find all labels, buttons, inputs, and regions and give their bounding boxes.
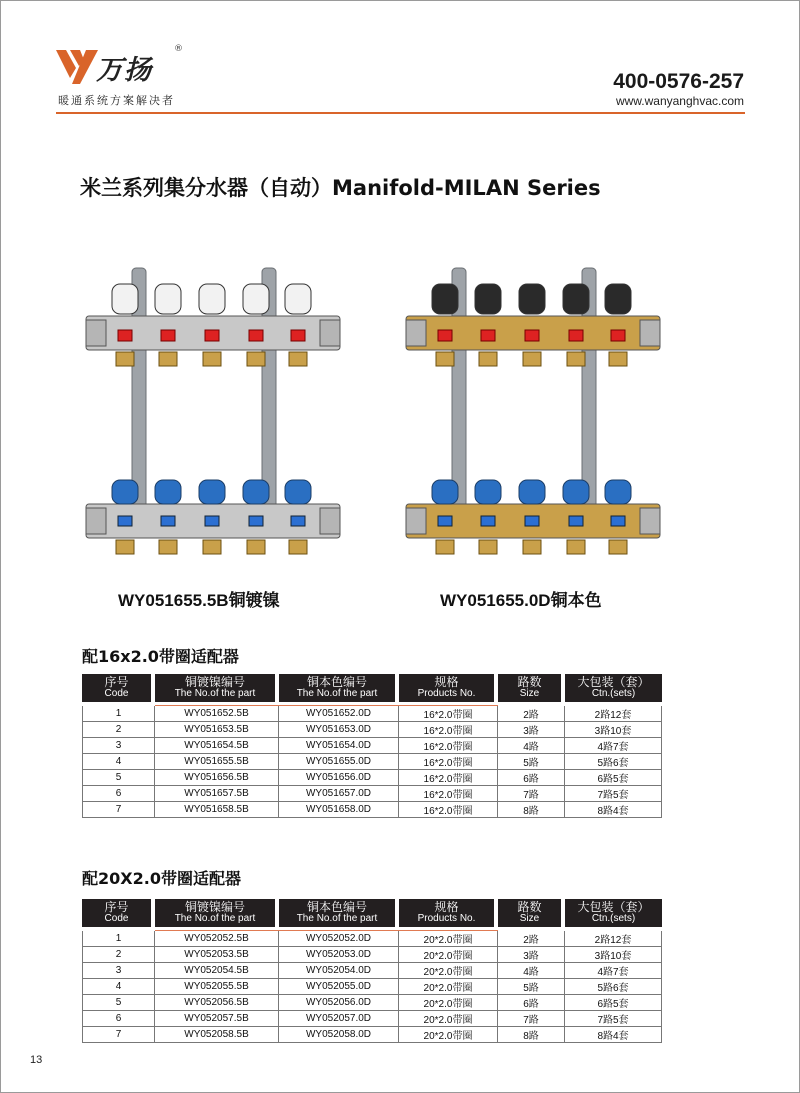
- outlet-connector: [479, 540, 497, 554]
- column-header-nickel-part-no: [155, 674, 279, 702]
- flow-indicator: [481, 516, 495, 526]
- flow-indicator: [569, 330, 583, 341]
- cell-carton: 5路6套: [565, 979, 662, 995]
- outlet-connector: [247, 540, 265, 554]
- cell-nickel-part-no: WY052058.5B: [155, 1027, 279, 1043]
- manifold-image-brass: [400, 258, 668, 558]
- cell-size: 4路: [498, 738, 565, 754]
- cell-spec: 20*2.0带圈: [399, 947, 498, 963]
- valve-knob: [519, 284, 545, 314]
- cell-size: 3路: [498, 947, 565, 963]
- table-row: [82, 770, 662, 786]
- cell-size: 2路: [498, 706, 565, 722]
- column-header-en: Size: [519, 688, 540, 699]
- flow-indicator: [161, 516, 175, 526]
- outlet-connector: [247, 352, 265, 366]
- cell-spec: 20*2.0带圈: [399, 979, 498, 995]
- cell-code: 1: [82, 931, 155, 947]
- cell-spec: 16*2.0带圈: [399, 770, 498, 786]
- flow-indicator: [205, 516, 219, 526]
- column-header-en: Ctn.(sets): [591, 913, 636, 924]
- cell-brass-part-no: WY052056.0D: [279, 995, 399, 1011]
- valve-knob: [155, 480, 181, 504]
- cell-nickel-part-no: WY051652.5B: [155, 706, 279, 722]
- page-number: 13: [30, 1054, 43, 1066]
- cell-carton: 7路5套: [565, 786, 662, 802]
- cell-spec: 20*2.0带圈: [399, 995, 498, 1011]
- table-row: [82, 738, 662, 754]
- cell-code: 7: [82, 802, 155, 818]
- cell-brass-part-no: WY052054.0D: [279, 963, 399, 979]
- cell-brass-part-no: WY051655.0D: [279, 754, 399, 770]
- cell-nickel-part-no: WY051653.5B: [155, 722, 279, 738]
- cell-size: 6路: [498, 770, 565, 786]
- cell-brass-part-no: WY052055.0D: [279, 979, 399, 995]
- cell-code: 7: [82, 1027, 155, 1043]
- section-title-20mm: 配20X2.0带圈适配器: [82, 869, 241, 888]
- table-row: [82, 947, 662, 963]
- cell-size: 4路: [498, 963, 565, 979]
- table-header-row: [82, 899, 662, 927]
- outlet-connector: [436, 540, 454, 554]
- flow-indicator: [291, 330, 305, 341]
- column-header-en: Code: [104, 688, 129, 699]
- cell-brass-part-no: WY051657.0D: [279, 786, 399, 802]
- manifold-icon: [400, 258, 668, 558]
- column-header-code: [82, 899, 155, 927]
- cell-nickel-part-no: WY051657.5B: [155, 786, 279, 802]
- column-header-en: The No.of the part: [296, 688, 378, 699]
- outlet-connector: [289, 352, 307, 366]
- table-row: [82, 786, 662, 802]
- column-header-en: The No.of the part: [174, 688, 256, 699]
- table-header-row: [82, 674, 662, 702]
- table-row: [82, 1027, 662, 1043]
- column-header-spec: [399, 899, 498, 927]
- outlet-connector: [203, 352, 221, 366]
- brand-tagline: 暖通系统方案解决者: [58, 94, 175, 107]
- table-row: [82, 1011, 662, 1027]
- flow-indicator: [118, 330, 132, 341]
- hotline-phone: 400-0576-257: [613, 70, 744, 93]
- valve-knob: [112, 480, 138, 504]
- bar-end-cap: [406, 508, 426, 534]
- cell-size: 8路: [498, 1027, 565, 1043]
- valve-knob: [563, 480, 589, 504]
- outlet-connector: [479, 352, 497, 366]
- cell-code: 5: [82, 770, 155, 786]
- column-header-en: Ctn.(sets): [591, 688, 636, 699]
- table-row: [82, 722, 662, 738]
- spec-table-20mm: [82, 899, 662, 1043]
- cell-code: 1: [82, 706, 155, 722]
- column-header-size: [498, 899, 565, 927]
- flow-indicator: [525, 330, 539, 341]
- product-caption-brass: WY051655.0D铜本色: [440, 591, 602, 610]
- cell-carton: 8路4套: [565, 1027, 662, 1043]
- table-row: [82, 963, 662, 979]
- cell-nickel-part-no: WY051655.5B: [155, 754, 279, 770]
- cell-code: 4: [82, 754, 155, 770]
- cell-code: 2: [82, 947, 155, 963]
- manifold-image-nickel: [80, 258, 348, 558]
- table-row: [82, 979, 662, 995]
- cell-spec: 16*2.0带圈: [399, 722, 498, 738]
- cell-brass-part-no: WY052053.0D: [279, 947, 399, 963]
- cell-code: 6: [82, 1011, 155, 1027]
- cell-brass-part-no: WY051652.0D: [279, 706, 399, 722]
- cell-brass-part-no: WY052058.0D: [279, 1027, 399, 1043]
- flow-indicator: [249, 516, 263, 526]
- bar-end-cap: [320, 320, 340, 346]
- column-header-cn: 铜镀镍编号: [184, 900, 245, 914]
- cell-carton: 6路5套: [565, 995, 662, 1011]
- bar-end-cap: [86, 508, 106, 534]
- column-header-en: Size: [519, 913, 540, 924]
- cell-spec: 20*2.0带圈: [399, 931, 498, 947]
- cell-size: 8路: [498, 802, 565, 818]
- outlet-connector: [609, 352, 627, 366]
- outlet-connector: [436, 352, 454, 366]
- table-row: [82, 931, 662, 947]
- cell-brass-part-no: WY051654.0D: [279, 738, 399, 754]
- cell-spec: 20*2.0带圈: [399, 1011, 498, 1027]
- cell-carton: 2路12套: [565, 931, 662, 947]
- outlet-connector: [159, 352, 177, 366]
- cell-spec: 20*2.0带圈: [399, 1027, 498, 1043]
- cell-code: 3: [82, 963, 155, 979]
- column-header-cn: 路数: [517, 675, 542, 689]
- column-header-code: [82, 674, 155, 702]
- valve-knob: [475, 480, 501, 504]
- bar-end-cap: [406, 320, 426, 346]
- flow-indicator: [438, 330, 452, 341]
- flow-indicator: [481, 330, 495, 341]
- outlet-connector: [116, 352, 134, 366]
- valve-knob: [243, 284, 269, 314]
- cell-carton: 3路10套: [565, 947, 662, 963]
- cell-size: 5路: [498, 979, 565, 995]
- cell-carton: 8路4套: [565, 802, 662, 818]
- bar-end-cap: [86, 320, 106, 346]
- cell-nickel-part-no: WY052057.5B: [155, 1011, 279, 1027]
- cell-brass-part-no: WY051653.0D: [279, 722, 399, 738]
- cell-code: 4: [82, 979, 155, 995]
- cell-carton: 7路5套: [565, 1011, 662, 1027]
- table-row: [82, 802, 662, 818]
- cell-carton: 6路5套: [565, 770, 662, 786]
- valve-knob: [475, 284, 501, 314]
- column-header-cn: 大包装（套）: [577, 675, 650, 689]
- outlet-connector: [289, 540, 307, 554]
- column-header-cn: 路数: [517, 900, 542, 914]
- cell-spec: 16*2.0带圈: [399, 786, 498, 802]
- column-header-brass-part-no: [279, 899, 399, 927]
- column-header-nickel-part-no: [155, 899, 279, 927]
- table-row: [82, 754, 662, 770]
- cell-spec: 20*2.0带圈: [399, 963, 498, 979]
- cell-spec: 16*2.0带圈: [399, 802, 498, 818]
- valve-knob: [155, 284, 181, 314]
- valve-knob: [432, 284, 458, 314]
- cell-size: 5路: [498, 754, 565, 770]
- cell-nickel-part-no: WY052052.5B: [155, 931, 279, 947]
- outlet-connector: [203, 540, 221, 554]
- table-row: [82, 706, 662, 722]
- cell-size: 7路: [498, 1011, 565, 1027]
- valve-knob: [605, 480, 631, 504]
- header-divider: [56, 112, 745, 114]
- valve-knob: [563, 284, 589, 314]
- cell-carton: 5路6套: [565, 754, 662, 770]
- cell-carton: 3路10套: [565, 722, 662, 738]
- outlet-connector: [567, 540, 585, 554]
- cell-nickel-part-no: WY052056.5B: [155, 995, 279, 1011]
- registered-mark: ®: [174, 44, 183, 54]
- cell-brass-part-no: WY052052.0D: [279, 931, 399, 947]
- column-header-cn: 铜本色编号: [306, 675, 367, 689]
- column-header-en: Code: [104, 913, 129, 924]
- column-header-cn: 铜本色编号: [306, 900, 367, 914]
- valve-knob: [112, 284, 138, 314]
- flow-indicator: [118, 516, 132, 526]
- column-header-en: Products No.: [417, 913, 476, 924]
- valve-knob: [285, 284, 311, 314]
- column-header-spec: [399, 674, 498, 702]
- cell-code: 5: [82, 995, 155, 1011]
- cell-size: 7路: [498, 786, 565, 802]
- cell-nickel-part-no: WY052053.5B: [155, 947, 279, 963]
- page-title: 米兰系列集分水器（自动）Manifold-MILAN Series: [80, 176, 601, 200]
- brand-name: 万扬: [96, 55, 152, 86]
- column-header-cn: 规格: [434, 900, 459, 914]
- cell-spec: 16*2.0带圈: [399, 706, 498, 722]
- cell-nickel-part-no: WY051656.5B: [155, 770, 279, 786]
- column-header-cn: 大包装（套）: [577, 900, 650, 914]
- valve-knob: [199, 480, 225, 504]
- outlet-connector: [116, 540, 134, 554]
- cell-size: 3路: [498, 722, 565, 738]
- website-link[interactable]: www.wanyanghvac.com: [615, 94, 744, 108]
- column-header-cn: 序号: [104, 900, 129, 914]
- cell-code: 2: [82, 722, 155, 738]
- section-title-16mm: 配16x2.0带圈适配器: [82, 647, 239, 666]
- table-row: [82, 995, 662, 1011]
- bar-end-cap: [640, 508, 660, 534]
- column-header-en: Products No.: [417, 688, 476, 699]
- bar-end-cap: [320, 508, 340, 534]
- column-header-en: The No.of the part: [174, 913, 256, 924]
- flow-indicator: [611, 330, 625, 341]
- spec-table-16mm: [82, 674, 662, 818]
- cell-nickel-part-no: WY051654.5B: [155, 738, 279, 754]
- valve-knob: [519, 480, 545, 504]
- outlet-connector: [609, 540, 627, 554]
- product-caption-nickel: WY051655.5B铜镀镍: [118, 591, 280, 610]
- cell-nickel-part-no: WY052054.5B: [155, 963, 279, 979]
- cell-carton: 2路12套: [565, 706, 662, 722]
- column-header-brass-part-no: [279, 674, 399, 702]
- cell-brass-part-no: WY051658.0D: [279, 802, 399, 818]
- cell-carton: 4路7套: [565, 738, 662, 754]
- valve-knob: [199, 284, 225, 314]
- brand-logo[interactable]: [56, 44, 186, 106]
- cell-nickel-part-no: WY051658.5B: [155, 802, 279, 818]
- cell-code: 3: [82, 738, 155, 754]
- column-header-carton: [565, 674, 662, 702]
- cell-brass-part-no: WY051656.0D: [279, 770, 399, 786]
- cell-brass-part-no: WY052057.0D: [279, 1011, 399, 1027]
- outlet-connector: [567, 352, 585, 366]
- flow-indicator: [611, 516, 625, 526]
- cell-spec: 16*2.0带圈: [399, 754, 498, 770]
- flow-indicator: [525, 516, 539, 526]
- flow-indicator: [291, 516, 305, 526]
- cell-size: 6路: [498, 995, 565, 1011]
- logo-mark-icon: [56, 46, 98, 88]
- outlet-connector: [523, 352, 541, 366]
- flow-indicator: [205, 330, 219, 341]
- valve-knob: [285, 480, 311, 504]
- cell-nickel-part-no: WY052055.5B: [155, 979, 279, 995]
- manifold-icon: [80, 258, 348, 558]
- cell-spec: 16*2.0带圈: [399, 738, 498, 754]
- column-header-cn: 序号: [104, 675, 129, 689]
- valve-knob: [243, 480, 269, 504]
- cell-code: 6: [82, 786, 155, 802]
- column-header-size: [498, 674, 565, 702]
- cell-carton: 4路7套: [565, 963, 662, 979]
- column-header-cn: 铜镀镍编号: [184, 675, 245, 689]
- outlet-connector: [159, 540, 177, 554]
- valve-knob: [605, 284, 631, 314]
- bar-end-cap: [640, 320, 660, 346]
- flow-indicator: [161, 330, 175, 341]
- cell-size: 2路: [498, 931, 565, 947]
- flow-indicator: [438, 516, 452, 526]
- valve-knob: [432, 480, 458, 504]
- outlet-connector: [523, 540, 541, 554]
- column-header-carton: [565, 899, 662, 927]
- flow-indicator: [569, 516, 583, 526]
- column-header-en: The No.of the part: [296, 913, 378, 924]
- column-header-cn: 规格: [434, 675, 459, 689]
- flow-indicator: [249, 330, 263, 341]
